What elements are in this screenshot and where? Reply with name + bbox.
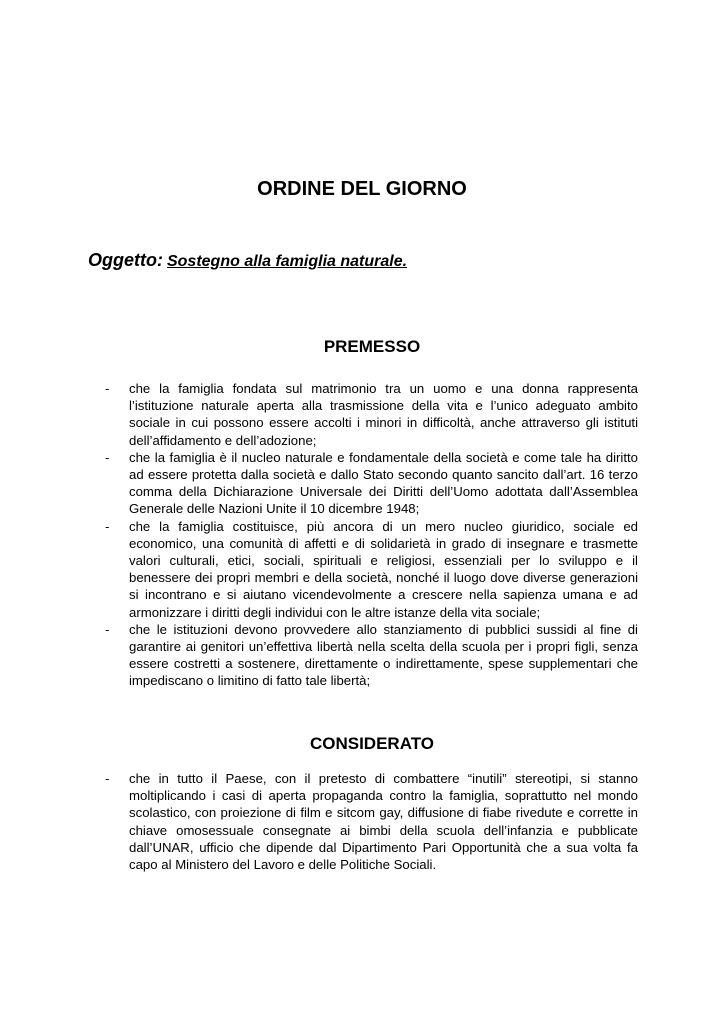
list-item	[105, 380, 638, 449]
bullet-dash: -	[105, 518, 110, 534]
list-item-text: che la famiglia fondata sul matrimonio tra un uomo e una donna rappresenta l’istituzione naturale aperta alla trasmissione della vita e l’unico adeguato ambito sociale in cui possono essere accolti i minori in difficoltà, anche attraverso gli istituti dell’affidamento e dell’adozione;	[129, 381, 638, 448]
subject-label: Oggetto:	[88, 250, 163, 270]
bullet-dash: -	[105, 771, 110, 786]
premesso-list	[105, 380, 638, 690]
considerato-heading: CONSIDERATO	[309, 734, 435, 753]
document-title: ORDINE DEL GIORNO	[257, 178, 467, 200]
bullet-dash: -	[105, 381, 110, 396]
subject-line	[88, 250, 407, 271]
list-item-text: che la famiglia costituisce, più ancora di un mero nucleo giuridico, sociale ed economico, una comunità di affetti e di solidarietà in grado di insegnare e trasmette valori culturali, etici, sociali, spirituali e religiosi, essenziali per lo sviluppo e il benessere dei propri membri e della società, nonché il luogo dove diverse generazioni si incontrano e si aiutano vicendevolmente a crescere nella sapienza umana e ad armonizzare i diritti degli individui con le altre istanze della vita sociale;	[129, 518, 638, 620]
list-item	[105, 518, 638, 621]
subject-text: Sostegno alla famiglia naturale.	[166, 253, 408, 270]
list-item-text: che le istituzioni devono provvedere allo stanziamento di pubblici sussidi al fine di garantire ai genitori un’effettiva libertà nella scelta della scuola per i propri figli, senza essere costretti a sostenere, direttamente o indirettamente, spese supplementari che impediscano o limitino di fatto tale libertà;	[129, 621, 638, 689]
considerato-list	[105, 770, 638, 873]
bullet-dash: -	[105, 449, 110, 465]
list-item-text: che in tutto il Paese, con il pretesto di combattere “inutili” stereotipi, si stanno moltiplicando i casi di aperta propaganda contro la famiglia, soprattutto nel mondo scolastico, con proiezione di film e sitcom gay, diffusione di fiabe rivedute e corrette in chiave omosessuale consegnate ai bimbi della scuola dell’infanzia e pubblicate dall’UNAR, ufficio che dipende dal Dipartimento Pari Opportunità che a sua volta fa capo al Ministero del Lavoro e delle Politiche Sociali.	[129, 771, 638, 873]
bullet-dash: -	[105, 621, 110, 637]
list-item	[105, 449, 638, 518]
list-item-text: che la famiglia è il nucleo naturale e fondamentale della società e come tale ha diritto ad essere protetta dalla società e dallo Stato secondo quanto sancito dall’art. 16 terzo comma della Dichiarazione Universale dei Diritti dell’Uomo adottata dall’Assemblea Generale delle Nazioni Unite il 10 dicembre 1948;	[129, 449, 638, 517]
list-item	[105, 770, 638, 873]
premesso-heading: PREMESSO	[323, 337, 421, 356]
list-item	[105, 621, 638, 690]
